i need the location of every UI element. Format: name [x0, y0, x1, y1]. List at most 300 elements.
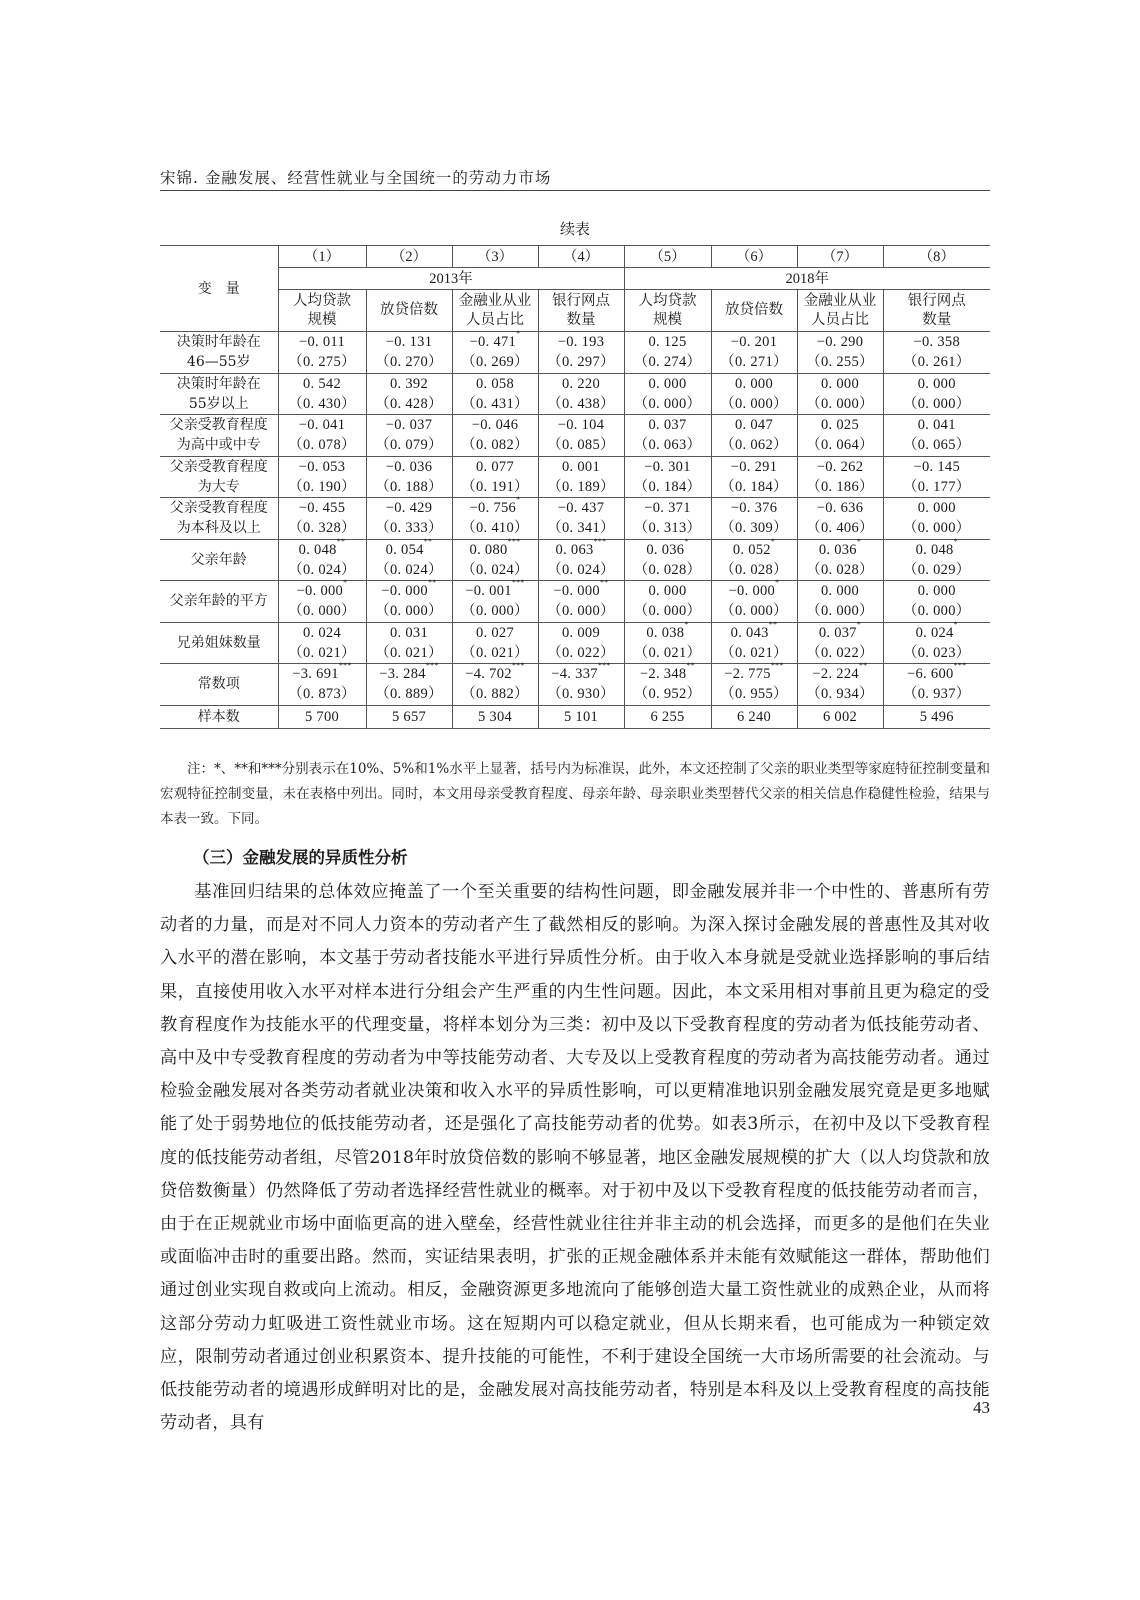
standard-error: （0. 000） [806, 603, 874, 620]
standard-error: （0. 410） [461, 520, 529, 537]
variable-label-line: 为高中或中专 [176, 437, 261, 454]
coefficient-cell [452, 415, 538, 457]
coefficient-cell [797, 581, 883, 623]
standard-error: （0. 000） [720, 603, 788, 620]
standard-error: （0. 064） [806, 437, 874, 454]
coefficient-cell [366, 536, 452, 581]
significance-stars: * [770, 536, 776, 546]
column-number: （8） [883, 246, 990, 268]
coefficient-cell [278, 622, 366, 664]
coefficient-cell [797, 332, 883, 374]
significance-stars: * [516, 329, 521, 339]
standard-error: （0. 000） [720, 395, 788, 412]
significance-stars: ** [423, 536, 433, 546]
standard-error: （0. 000） [806, 395, 874, 412]
coefficient-cell [883, 581, 990, 623]
coefficient-value: −0. 201 [730, 334, 778, 351]
coefficient-cell [797, 456, 883, 498]
significance-stars: *** [953, 661, 967, 671]
coefficient-cell [797, 373, 883, 415]
table-row [160, 332, 990, 374]
indicator-line: 金融业从业 [803, 292, 877, 309]
indicator-header [711, 290, 797, 332]
coefficient-value: −0. 358 [913, 334, 961, 351]
coefficient-value: −0. 756 [469, 500, 517, 517]
significance-stars: *** [511, 578, 525, 588]
coefficient-value: −0. 429 [385, 500, 433, 517]
coefficient-cell [797, 415, 883, 457]
standard-error: （0. 062） [720, 437, 788, 454]
significance-stars: *** [507, 536, 521, 546]
coefficient-cell [624, 536, 711, 581]
standard-error: （0. 341） [547, 520, 615, 537]
indicator-header [797, 290, 883, 332]
coefficient-cell [278, 415, 366, 457]
coefficient-cell [797, 661, 883, 706]
coefficient-cell [883, 415, 990, 457]
indicator-line: 人均贷款 [638, 292, 697, 309]
coefficient-cell [883, 661, 990, 706]
significance-stars: ** [336, 536, 346, 546]
column-number: （2） [366, 246, 452, 268]
year-2018-header: 2018年 [624, 268, 990, 290]
column-number: （5） [624, 246, 711, 268]
coefficient-cell [883, 536, 990, 581]
coefficient-cell [624, 332, 711, 374]
coefficient-value: −3. 691 [292, 666, 339, 683]
coefficient-value: 0. 000 [648, 583, 687, 600]
coefficient-value: 0. 001 [561, 458, 601, 475]
standard-error: （0. 188） [375, 478, 443, 495]
standard-error: （0. 889） [375, 686, 443, 703]
standard-error: （0. 024） [461, 561, 529, 578]
significance-stars: ** [768, 619, 778, 629]
coefficient-cell [624, 456, 711, 498]
coefficient-cell [538, 373, 624, 415]
standard-error: （0. 023） [902, 644, 971, 661]
standard-error: （0. 082） [461, 437, 529, 454]
significance-stars: *** [593, 536, 607, 546]
coefficient-value: 0. 000 [917, 583, 956, 600]
coefficient-value: −4. 337 [551, 666, 598, 683]
standard-error: （0. 085） [547, 437, 615, 454]
coefficient-cell [538, 622, 624, 664]
coefficient-value: −0. 455 [298, 500, 346, 517]
coefficient-value: 0. 058 [475, 375, 515, 392]
coefficient-value: 0. 542 [302, 375, 342, 392]
coefficient-value: 0. 000 [820, 375, 860, 392]
coefficient-value: −0. 262 [816, 458, 864, 475]
coefficient-cell [711, 332, 797, 374]
significance-stars: * [775, 578, 780, 588]
standard-error: （0. 271） [720, 354, 788, 371]
standard-error: （0. 078） [288, 437, 356, 454]
coefficient-value: 0. 000 [820, 583, 860, 600]
coefficient-value: −0. 471 [469, 334, 517, 351]
standard-error: （0. 184） [633, 478, 702, 495]
standard-error: （0. 177） [902, 478, 971, 495]
indicator-line: 银行网点 [907, 292, 966, 309]
indicator-line: 人员占比 [466, 311, 524, 328]
coefficient-cell [452, 536, 538, 581]
standard-error: （0. 190） [288, 478, 356, 495]
sample-size-value: 5 304 [452, 705, 538, 728]
coefficient-cell [278, 498, 366, 540]
coefficient-value: 0. 048 [915, 541, 954, 558]
coefficient-value: −0. 011 [299, 334, 345, 351]
variable-label-line: 46—55岁 [186, 354, 251, 371]
coefficient-value: −4. 702 [465, 666, 512, 683]
coefficient-cell [366, 578, 452, 623]
coefficient-value: 0. 038 [646, 624, 685, 641]
variable-label-line: 55岁以上 [188, 395, 249, 412]
indicator-line: 银行网点 [552, 292, 610, 309]
coefficient-value: −0. 301 [644, 458, 691, 475]
coefficient-cell [452, 622, 538, 664]
standard-error: （0. 028） [720, 561, 788, 578]
coefficient-value: 0. 009 [561, 624, 601, 641]
coefficient-value: −0. 000 [381, 583, 428, 600]
indicator-line: 放贷倍数 [725, 302, 783, 318]
standard-error: （0. 024） [547, 561, 615, 578]
coefficient-value: 0. 000 [648, 375, 687, 392]
coefficient-value: 0. 052 [732, 541, 771, 558]
coefficient-cell [366, 498, 452, 540]
significance-stars: * [953, 536, 958, 546]
variable-label-line: 决策时年龄在 [176, 375, 261, 392]
coefficient-value: −0. 193 [557, 334, 605, 351]
standard-error: （0. 000） [547, 603, 615, 620]
page-number: 43 [973, 1398, 990, 1417]
table-row [160, 664, 990, 706]
sample-size-value: 6 002 [797, 705, 883, 728]
significance-stars: *** [338, 661, 352, 671]
coefficient-cell [883, 332, 990, 374]
coefficient-cell [538, 536, 624, 581]
table-row [160, 415, 990, 457]
significance-stars: *** [597, 661, 611, 671]
coefficient-value: −0. 036 [385, 458, 433, 475]
coefficient-cell [883, 373, 990, 415]
standard-error: （0. 934） [806, 686, 874, 703]
table-row [160, 581, 990, 623]
variable-label-line: 兄弟姐妹数量 [176, 634, 261, 651]
significance-stars: *** [425, 661, 439, 671]
sample-size-value: 5 101 [538, 705, 624, 728]
indicator-line: 金融业从业 [458, 292, 532, 309]
coefficient-value: −0. 000 [296, 583, 344, 600]
coefficient-cell [366, 373, 452, 415]
standard-error: （0. 313） [633, 520, 702, 537]
table-row [160, 539, 990, 581]
standard-error: （0. 431） [461, 395, 529, 412]
table-row [160, 456, 990, 498]
sample-size-value: 6 240 [711, 705, 797, 728]
coefficient-value: −0. 000 [553, 583, 600, 600]
standard-error: （0. 000） [902, 520, 971, 537]
regression-table [160, 245, 990, 729]
table-note: 注：*、**和***分别表示在10%、5%和1%水平上显著，括号内为标准误，此外，本文还控制了父亲的职业类型等家庭特征控制变量和宏观特征控制变量，未在表格中列出。同时，本文用母亲受教育程度、母亲年龄、母亲职业类型替代父亲的相关信息作稳健性检验，结果与本表一致。下同。 [160, 761, 990, 827]
coefficient-cell [278, 578, 366, 623]
variable-label-line: 父亲受教育程度 [169, 417, 268, 434]
coefficient-value: −0. 131 [385, 334, 433, 351]
coefficient-value: 0. 047 [734, 417, 774, 434]
coefficient-value: 0. 000 [734, 375, 774, 392]
standard-error: （0. 274） [633, 354, 702, 371]
standard-error: （0. 021） [288, 644, 356, 661]
standard-error: （0. 406） [806, 520, 874, 537]
standard-error: （0. 000） [902, 603, 971, 620]
coefficient-cell [366, 661, 452, 706]
indicator-line: 规模 [653, 311, 682, 328]
coefficient-value: 0. 027 [475, 624, 515, 641]
coefficient-cell [538, 661, 624, 706]
variable-label [160, 415, 278, 457]
coefficient-cell [452, 329, 538, 374]
significance-stars: ** [858, 661, 868, 671]
coefficient-value: −0. 046 [471, 417, 519, 434]
significance-stars: * [684, 536, 689, 546]
coefficient-value: −0. 053 [298, 458, 346, 475]
variable-label [160, 332, 278, 374]
coefficient-cell [711, 373, 797, 415]
coefficient-value: 0. 000 [917, 375, 956, 392]
standard-error: （0. 000） [902, 395, 971, 412]
standard-error: （0. 428） [375, 395, 443, 412]
variable-label [160, 498, 278, 540]
coefficient-cell [711, 415, 797, 457]
coefficient-value: 0. 125 [648, 334, 687, 351]
indicator-line: 人员占比 [811, 311, 869, 328]
coefficient-value: 0. 220 [561, 375, 601, 392]
coefficient-value: −2. 224 [812, 666, 859, 683]
standard-error: （0. 955） [720, 686, 788, 703]
indicator-line: 放贷倍数 [380, 302, 438, 318]
standard-error: （0. 065） [902, 437, 971, 454]
variable-label-line: 父亲年龄 [190, 551, 247, 568]
coefficient-cell [624, 661, 711, 706]
coefficient-value: 0. 025 [820, 417, 860, 434]
running-head: 宋锦. 金融发展、经营性就业与全国统一的劳动力市场 [160, 169, 552, 187]
significance-stars: ** [599, 578, 609, 588]
coefficient-value: 0. 024 [302, 624, 342, 641]
coefficient-cell [883, 619, 990, 664]
coefficient-value: 0. 077 [475, 458, 515, 475]
variable-label [160, 456, 278, 498]
variable-label-line: 常数项 [197, 676, 240, 693]
standard-error: （0. 022） [547, 644, 615, 661]
coefficient-value: 0. 063 [555, 541, 594, 558]
standard-error: （0. 021） [720, 644, 788, 661]
indicator-line: 数量 [566, 311, 596, 328]
coefficient-cell [278, 456, 366, 498]
standard-error: （0. 024） [375, 561, 443, 578]
standard-error: （0. 937） [902, 686, 971, 703]
column-number: （3） [452, 246, 538, 268]
standard-error: （0. 270） [375, 354, 443, 371]
standard-error: （0. 189） [547, 478, 615, 495]
coefficient-value: 0. 036 [646, 541, 685, 558]
indicator-line: 规模 [307, 311, 337, 328]
coefficient-cell [624, 415, 711, 457]
sample-size-value: 5 700 [278, 705, 366, 728]
coefficient-cell [452, 373, 538, 415]
coefficient-cell [711, 456, 797, 498]
coefficient-cell [278, 373, 366, 415]
coefficient-cell [797, 498, 883, 540]
body-paragraph: 基准回归结果的总体效应掩盖了一个至关重要的结构性问题，即金融发展并非一个中性的、普惠所有劳动者的力量，而是对不同人力资本的劳动者产生了截然相反的影响。为深入探讨金融发展的普惠性及其对收入水平的潜在影响，本文基于劳动者技能水平进行异质性分析。由于收入本身就是受就业选择影响的事后结果，直接使用收入水平对样本进行分组会产生严重的内生性问题。因此，本文采用相对事前且更为稳定的受教育程度作为技能水平的代理变量，将样本划分为三类：初中及以下受教育程度的劳动者为低技能劳动者、高中及中专受教育程度的劳动者为中等技能劳动者、大专及以上受教育程度的劳动者为高技能劳动者。通过检验金融发展对各类劳动者就业决策和收入水平的异质性影响，可以更精准地识别金融发展究竟是更多地赋能了处于弱势地位的低技能劳动者，还是强化了高技能劳动者的优势。如表3所示，在初中及以下受教育程度的低技能劳动者组，尽管2018年时放贷倍数的影响不够显著，地区金融发展规模的扩大（以人均贷款和放贷倍数衡量）仍然降低了劳动者选择经营性就业的概率。对于初中及以下受教育程度的低技能劳动者而言，由于在正规就业市场中面临更高的进入壁垒，经营性就业往往并非主动的机会选择，而更多的是他们在失业或面临冲击时的重要出路。然而，实证结果表明，扩张的正规金融体系并未能有效赋能这一群体，帮助他们通过创业实现自救或向上流动。相反，金融资源更多地流向了能够创造大量工资性就业的成熟企业，从而将这部分劳动力虹吸进工资性就业市场。这在短期内可以稳定就业，但从长期来看，也可能成为一种锁定效应，限制劳动者通过创业积累资本、提升技能的可能性，不利于建设全国统一大市场所需要的社会流动。与低技能劳动者的境遇形成鲜明对比的是，金融发展对高技能劳动者，特别是本科及以上受教育程度的高技能劳动者，具有 [160, 882, 990, 1434]
coefficient-cell [797, 619, 883, 664]
coefficient-value: −0. 001 [465, 583, 512, 600]
standard-error: （0. 184） [720, 478, 788, 495]
coefficient-value: 0. 000 [917, 500, 956, 517]
coefficient-value: −0. 376 [730, 500, 778, 517]
significance-stars: * [953, 619, 958, 629]
coefficient-value: −0. 000 [728, 583, 776, 600]
coefficient-value: 0. 024 [915, 624, 954, 641]
coefficient-cell [711, 536, 797, 581]
variable-label [160, 581, 278, 623]
standard-error: （0. 255） [806, 354, 874, 371]
coefficient-value: −0. 437 [557, 500, 605, 517]
coefficient-cell [452, 456, 538, 498]
significance-stars: * [856, 536, 862, 546]
standard-error: （0. 024） [288, 561, 356, 578]
coefficient-cell [711, 619, 797, 664]
variable-label [160, 664, 278, 706]
variable-label [160, 539, 278, 581]
coefficient-value: 0. 037 [818, 624, 857, 641]
sample-size-value: 5 496 [883, 705, 990, 728]
coefficient-cell [883, 456, 990, 498]
standard-error: （0. 000） [633, 603, 702, 620]
coefficient-cell [452, 661, 538, 706]
standard-error: （0. 952） [633, 686, 702, 703]
coefficient-cell [538, 578, 624, 623]
indicator-line: 数量 [922, 311, 952, 328]
coefficient-cell [366, 332, 452, 374]
standard-error: （0. 269） [461, 354, 529, 371]
standard-error: （0. 022） [806, 644, 874, 661]
coefficient-cell [452, 578, 538, 623]
standard-error: （0. 430） [288, 395, 356, 412]
significance-stars: * [856, 619, 862, 629]
indicator-header [366, 290, 452, 332]
coefficient-cell [452, 495, 538, 540]
table-row [160, 498, 990, 540]
standard-error: （0. 000） [633, 395, 702, 412]
coefficient-value: 0. 392 [389, 375, 429, 392]
sample-size-label: 样本数 [160, 705, 278, 728]
column-number: （7） [797, 246, 883, 268]
coefficient-cell [366, 415, 452, 457]
standard-error: （0. 438） [547, 395, 615, 412]
coefficient-value: −0. 041 [298, 417, 346, 434]
coefficient-value: −0. 104 [557, 417, 605, 434]
indicator-header [883, 290, 990, 332]
indicator-header [538, 290, 624, 332]
standard-error: （0. 021） [633, 644, 702, 661]
coefficient-cell [278, 536, 366, 581]
coefficient-cell [624, 581, 711, 623]
coefficient-value: 0. 031 [389, 624, 429, 641]
standard-error: （0. 930） [547, 686, 615, 703]
table-caption: 续表 [559, 220, 590, 238]
coefficient-value: −0. 037 [385, 417, 433, 434]
variable-label-line: 为大专 [197, 478, 240, 495]
column-number: （4） [538, 246, 624, 268]
coefficient-cell [624, 373, 711, 415]
indicator-header [624, 290, 711, 332]
header-rule [160, 190, 990, 191]
coefficient-cell [624, 498, 711, 540]
standard-error: （0. 261） [902, 354, 971, 371]
coefficient-cell [538, 415, 624, 457]
standard-error: （0. 000） [461, 603, 529, 620]
sample-size-row [160, 705, 990, 728]
standard-error: （0. 028） [633, 561, 702, 578]
variable-label-line: 决策时年龄在 [176, 334, 261, 351]
coefficient-cell [538, 498, 624, 540]
coefficient-cell [711, 661, 797, 706]
indicator-header [278, 290, 366, 332]
table-row [160, 373, 990, 415]
coefficient-value: 0. 080 [469, 541, 508, 558]
standard-error: （0. 191） [461, 478, 529, 495]
coefficient-cell [797, 536, 883, 581]
standard-error: （0. 275） [288, 354, 356, 371]
standard-error: （0. 333） [375, 520, 443, 537]
coefficient-cell [711, 578, 797, 623]
significance-stars: * [516, 495, 521, 505]
standard-error: （0. 297） [547, 354, 615, 371]
variable-label [160, 373, 278, 415]
sample-size-value: 6 255 [624, 705, 711, 728]
coefficient-value: −0. 291 [730, 458, 778, 475]
coefficient-cell [278, 332, 366, 374]
indicator-line: 人均贷款 [293, 292, 351, 309]
significance-stars: * [343, 578, 348, 588]
coefficient-value: 0. 048 [298, 541, 337, 558]
coefficient-cell [538, 332, 624, 374]
standard-error: （0. 000） [288, 603, 356, 620]
coefficient-value: −0. 636 [816, 500, 864, 517]
coefficient-cell [711, 498, 797, 540]
section-heading: （三）金融发展的异质性分析 [193, 848, 408, 867]
standard-error: （0. 000） [375, 603, 443, 620]
year-2013-header: 2013年 [278, 268, 624, 290]
standard-error: （0. 028） [806, 561, 874, 578]
indicator-header [452, 290, 538, 332]
coefficient-value: −0. 371 [644, 500, 691, 517]
coefficient-value: 0. 036 [818, 541, 857, 558]
coefficient-cell [883, 498, 990, 540]
column-number: （1） [278, 246, 366, 268]
coefficient-value: 0. 043 [730, 624, 769, 641]
standard-error: （0. 873） [288, 686, 356, 703]
standard-error: （0. 309） [720, 520, 788, 537]
coefficient-value: 0. 041 [917, 417, 956, 434]
coefficient-value: −6. 600 [907, 666, 954, 683]
table-row [160, 622, 990, 664]
standard-error: （0. 079） [375, 437, 443, 454]
standard-error: （0. 328） [288, 520, 356, 537]
standard-error: （0. 021） [375, 644, 443, 661]
coefficient-cell [366, 456, 452, 498]
coefficient-value: −0. 290 [816, 334, 864, 351]
coefficient-cell [624, 619, 711, 664]
coefficient-value: 0. 037 [648, 417, 687, 434]
